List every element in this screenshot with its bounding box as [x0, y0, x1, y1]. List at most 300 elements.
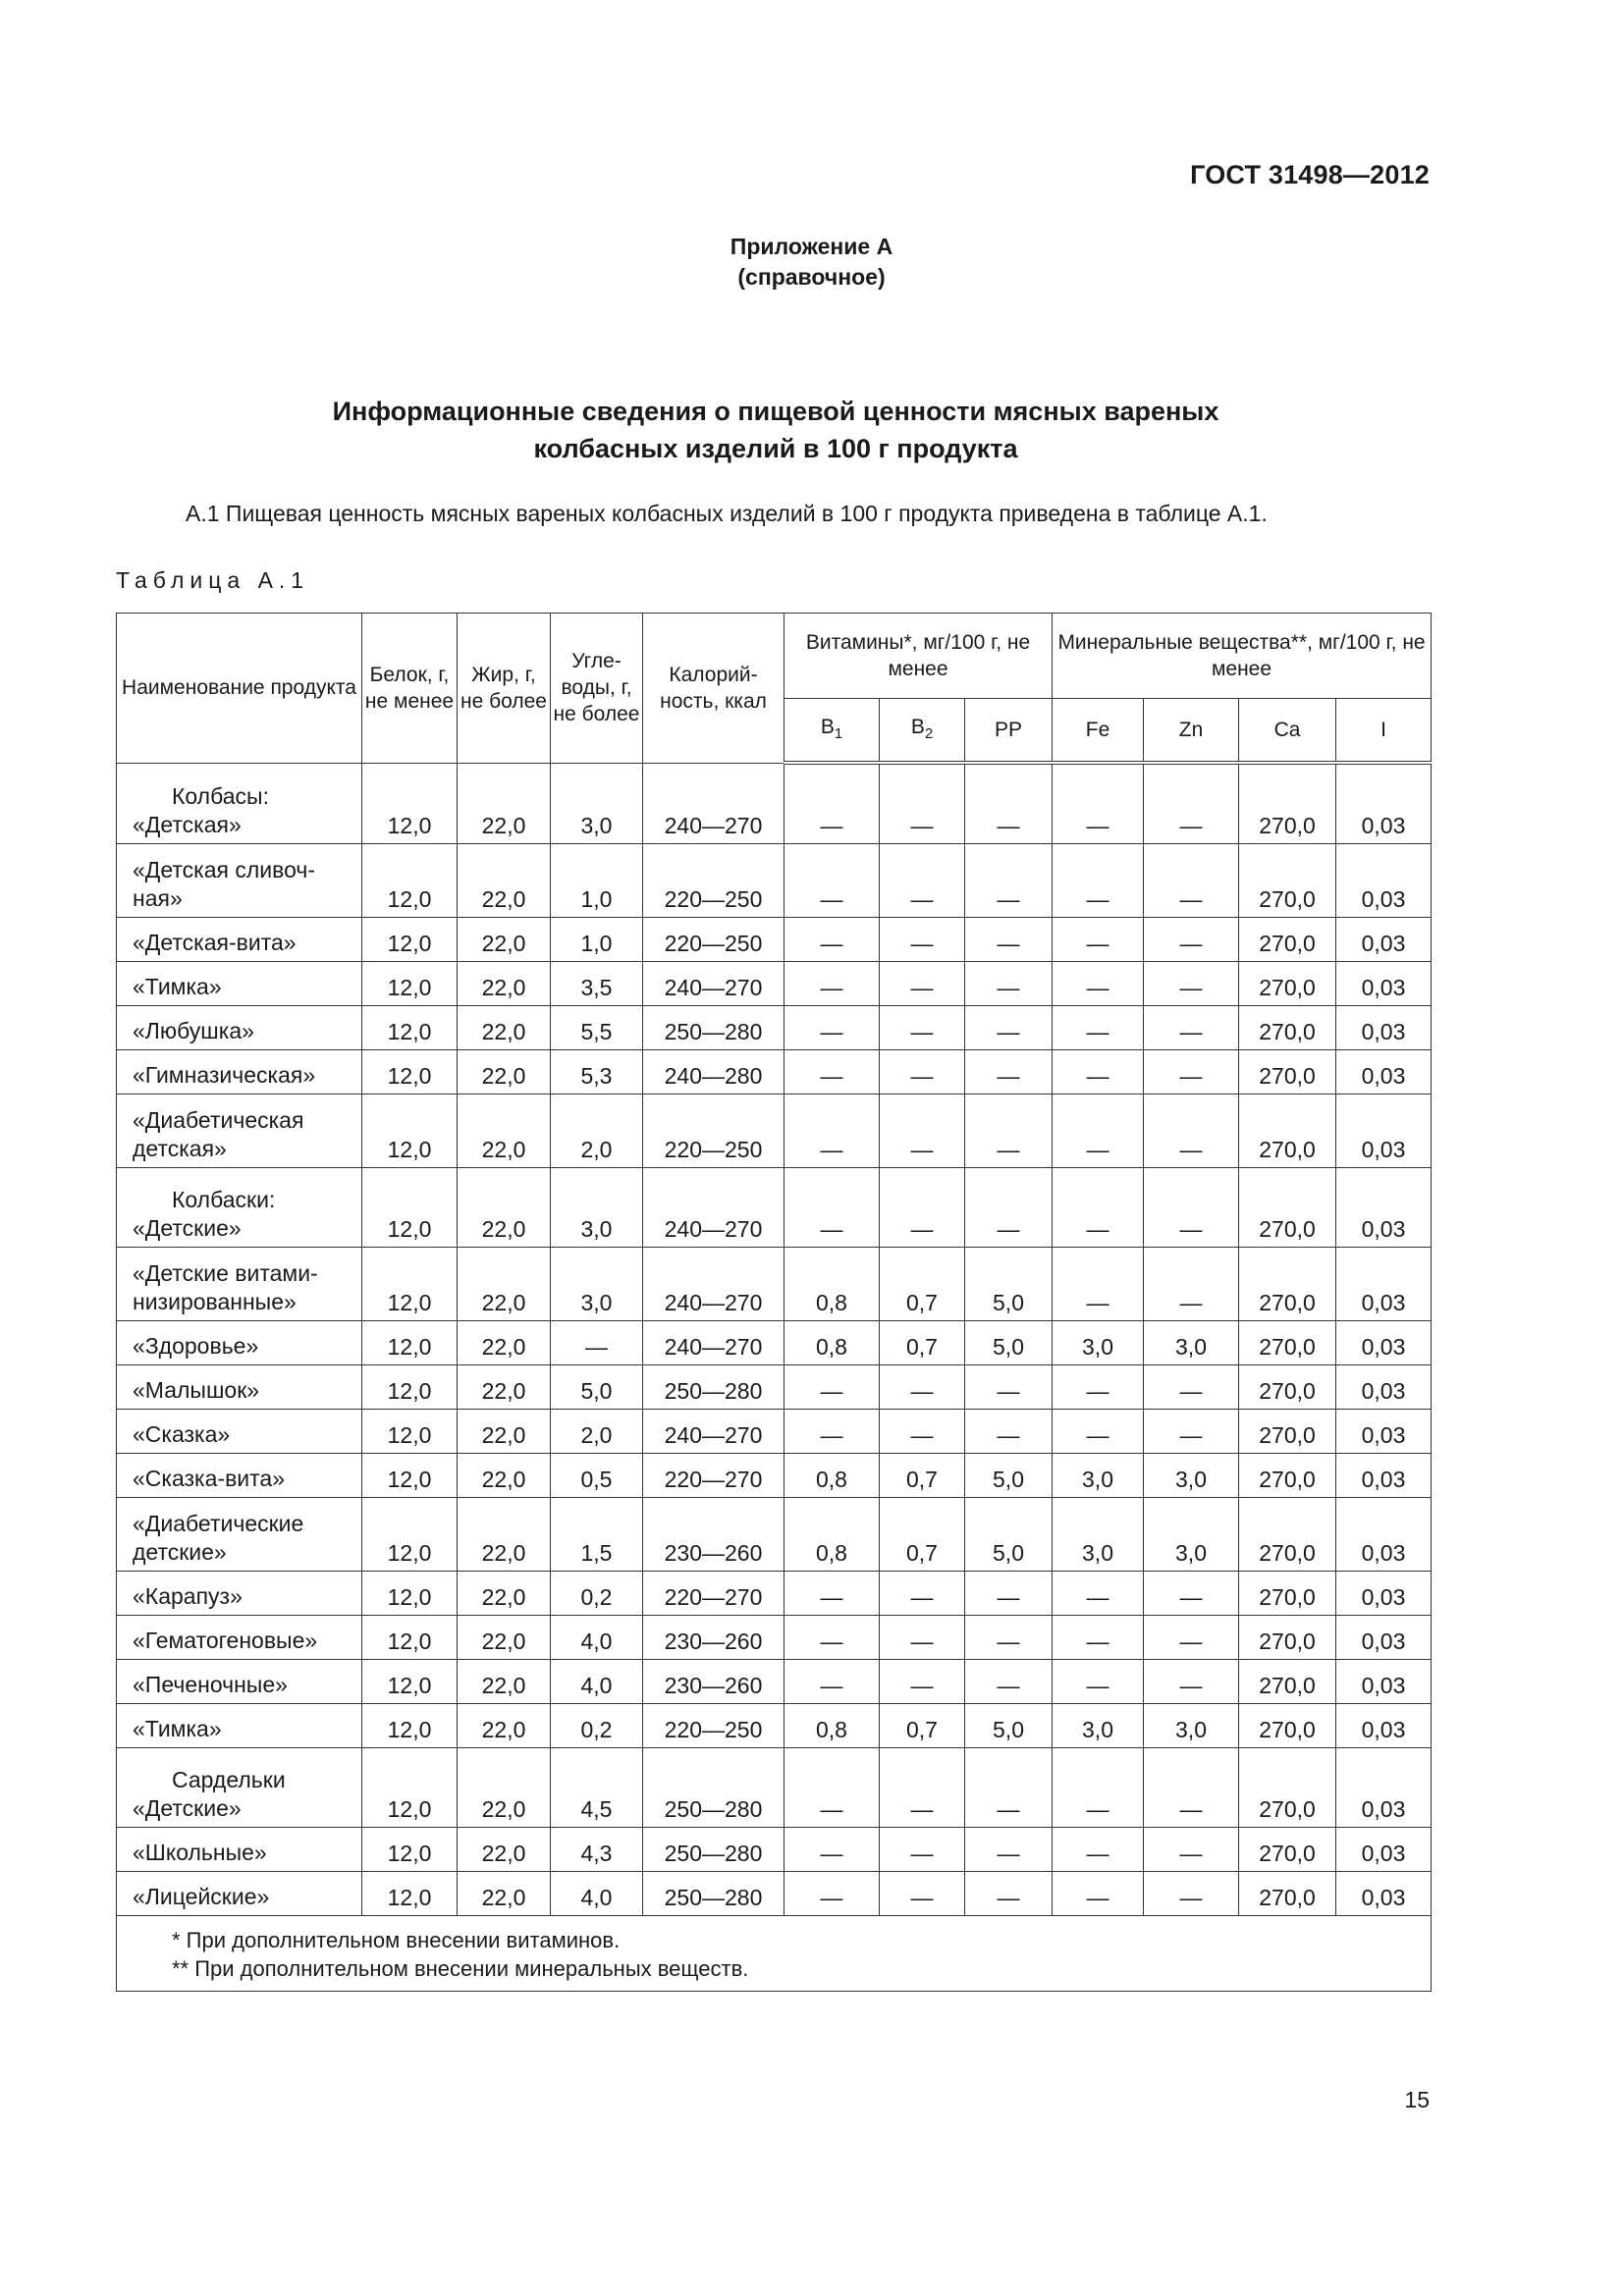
cell-ca: 270,0 — [1239, 1872, 1336, 1916]
cell-carbs: 4,0 — [551, 1872, 643, 1916]
document-code: ГОСТ 31498—2012 — [1190, 160, 1430, 189]
cell-calories: 250—280 — [643, 1828, 784, 1872]
product-name-cell — [117, 1660, 362, 1704]
cell-ca: 270,0 — [1239, 1168, 1336, 1248]
product-name: «Школьные» — [133, 1840, 267, 1865]
product-name-continued: низированные» — [133, 1289, 297, 1314]
cell-i: 0,03 — [1336, 1410, 1432, 1454]
cell-zn: — — [1144, 763, 1239, 844]
cell-ca: 270,0 — [1239, 1006, 1336, 1050]
product-name: «Печеночные» — [133, 1672, 288, 1697]
product-name: «Детская» — [133, 812, 242, 837]
product-name: «Детские» — [133, 1795, 242, 1821]
cell-ca: 270,0 — [1239, 962, 1336, 1006]
cell-fat: 22,0 — [458, 918, 551, 962]
cell-ca: 270,0 — [1239, 763, 1336, 844]
product-name: «Тимка» — [133, 1716, 222, 1741]
header-i: I — [1336, 699, 1432, 764]
product-name-cell — [117, 1572, 362, 1616]
table-body — [117, 763, 1432, 1916]
product-group-label: Колбаски: — [172, 1187, 276, 1212]
appendix-type: (справочное) — [737, 264, 886, 290]
cell-protein: 12,0 — [362, 1365, 458, 1410]
product-name-continued: детские» — [133, 1539, 227, 1565]
cell-b2: — — [880, 844, 965, 918]
header-fat: Жир, г, не более — [458, 614, 551, 764]
cell-fe: 3,0 — [1053, 1498, 1144, 1572]
product-name-cell — [117, 1248, 362, 1321]
cell-fat: 22,0 — [458, 1454, 551, 1498]
cell-b2: — — [880, 1095, 965, 1168]
cell-fat: 22,0 — [458, 1095, 551, 1168]
cell-ca: 270,0 — [1239, 918, 1336, 962]
cell-calories: 220—250 — [643, 918, 784, 962]
cell-zn: — — [1144, 1365, 1239, 1410]
cell-fe: — — [1053, 918, 1144, 962]
product-name: «Сказка» — [133, 1421, 231, 1447]
cell-zn: — — [1144, 1050, 1239, 1095]
product-name-cell — [117, 1168, 362, 1248]
cell-fat: 22,0 — [458, 1050, 551, 1095]
product-name-cell — [117, 1828, 362, 1872]
cell-zn: 3,0 — [1144, 1498, 1239, 1572]
cell-fe: — — [1053, 763, 1144, 844]
table-row — [117, 1248, 1432, 1321]
cell-fat: 22,0 — [458, 1498, 551, 1572]
cell-b1: — — [784, 1095, 880, 1168]
cell-fat: 22,0 — [458, 1248, 551, 1321]
cell-b1: — — [784, 1572, 880, 1616]
cell-carbs: 1,0 — [551, 918, 643, 962]
cell-pp: — — [965, 962, 1053, 1006]
cell-i: 0,03 — [1336, 918, 1432, 962]
cell-carbs: 3,0 — [551, 1168, 643, 1248]
cell-fe: — — [1053, 1410, 1144, 1454]
product-name: «Здоровье» — [133, 1333, 259, 1359]
cell-carbs: 4,0 — [551, 1616, 643, 1660]
product-name: «Лицейские» — [133, 1884, 270, 1909]
cell-fe: — — [1053, 1248, 1144, 1321]
header-b1: $B_1$ — [784, 699, 880, 764]
cell-protein: 12,0 — [362, 1828, 458, 1872]
table-row — [117, 1168, 1432, 1248]
cell-carbs: 0,2 — [551, 1572, 643, 1616]
cell-pp: — — [965, 763, 1053, 844]
cell-fe: — — [1053, 1660, 1144, 1704]
table-row — [117, 1572, 1432, 1616]
product-name-cell — [117, 763, 362, 844]
cell-ca: 270,0 — [1239, 1704, 1336, 1748]
cell-b1: — — [784, 1410, 880, 1454]
cell-i: 0,03 — [1336, 1704, 1432, 1748]
note-vitamins: * При дополнительном внесении витаминов. — [172, 1928, 621, 1952]
cell-pp: 5,0 — [965, 1498, 1053, 1572]
cell-i: 0,03 — [1336, 1168, 1432, 1248]
cell-fat: 22,0 — [458, 1572, 551, 1616]
product-name: «Карапуз» — [133, 1583, 243, 1609]
cell-calories: 220—250 — [643, 1095, 784, 1168]
cell-b1: — — [784, 1168, 880, 1248]
nutrition-table-wrapper — [116, 613, 1431, 1992]
cell-pp: — — [965, 1095, 1053, 1168]
table-row — [117, 1365, 1432, 1410]
cell-fe: — — [1053, 1572, 1144, 1616]
cell-pp: 5,0 — [965, 1704, 1053, 1748]
table-row — [117, 1050, 1432, 1095]
cell-ca: 270,0 — [1239, 1616, 1336, 1660]
product-name-cell — [117, 1410, 362, 1454]
header-pp: PP — [965, 699, 1053, 764]
cell-b1: — — [784, 1616, 880, 1660]
cell-zn: — — [1144, 1660, 1239, 1704]
cell-pp: 5,0 — [965, 1248, 1053, 1321]
product-name-cell — [117, 962, 362, 1006]
cell-fat: 22,0 — [458, 1616, 551, 1660]
cell-b2: — — [880, 962, 965, 1006]
cell-fe: — — [1053, 1872, 1144, 1916]
cell-ca: 270,0 — [1239, 1410, 1336, 1454]
cell-fe: 3,0 — [1053, 1454, 1144, 1498]
cell-carbs: 5,0 — [551, 1365, 643, 1410]
cell-b1: — — [784, 962, 880, 1006]
cell-b2: 0,7 — [880, 1321, 965, 1365]
cell-fat: 22,0 — [458, 763, 551, 844]
table-row — [117, 1410, 1432, 1454]
cell-calories: 240—270 — [643, 1168, 784, 1248]
header-minerals: Минеральные вещества**, мг/100 г, не менее — [1053, 614, 1432, 699]
cell-fat: 22,0 — [458, 1748, 551, 1828]
cell-ca: 270,0 — [1239, 1095, 1336, 1168]
product-name-cell — [117, 1748, 362, 1828]
cell-fe: 3,0 — [1053, 1321, 1144, 1365]
cell-ca: 270,0 — [1239, 1748, 1336, 1828]
product-name-continued: детская» — [133, 1136, 227, 1161]
table-row — [117, 763, 1432, 844]
cell-fe: — — [1053, 1616, 1144, 1660]
cell-fe: — — [1053, 1050, 1144, 1095]
cell-calories: 220—250 — [643, 844, 784, 918]
cell-b2: — — [880, 1616, 965, 1660]
section-title — [0, 393, 1551, 467]
product-name-cell — [117, 1498, 362, 1572]
product-name-cell — [117, 1365, 362, 1410]
product-name: «Тимка» — [133, 974, 222, 999]
cell-b2: — — [880, 918, 965, 962]
cell-protein: 12,0 — [362, 1168, 458, 1248]
cell-pp: — — [965, 1872, 1053, 1916]
cell-carbs: 2,0 — [551, 1410, 643, 1454]
cell-zn: — — [1144, 1248, 1239, 1321]
cell-fe: — — [1053, 1006, 1144, 1050]
cell-b1: 0,8 — [784, 1498, 880, 1572]
cell-pp: — — [965, 1616, 1053, 1660]
header-fe: Fe — [1053, 699, 1144, 764]
cell-i: 0,03 — [1336, 962, 1432, 1006]
page-number: 15 — [1404, 2087, 1430, 2112]
cell-calories: 240—270 — [643, 1321, 784, 1365]
cell-carbs: 0,5 — [551, 1454, 643, 1498]
cell-i: 0,03 — [1336, 1748, 1432, 1828]
product-name: «Любушка» — [133, 1018, 254, 1043]
cell-b1: 0,8 — [784, 1704, 880, 1748]
cell-carbs: 5,5 — [551, 1006, 643, 1050]
cell-protein: 12,0 — [362, 1498, 458, 1572]
cell-b1: — — [784, 1365, 880, 1410]
cell-fat: 22,0 — [458, 1704, 551, 1748]
header-carbs: Угле-воды, г, не более — [551, 614, 643, 764]
cell-pp: — — [965, 1410, 1053, 1454]
table-row — [117, 844, 1432, 918]
cell-b2: — — [880, 1050, 965, 1095]
cell-i: 0,03 — [1336, 1660, 1432, 1704]
cell-i: 0,03 — [1336, 1248, 1432, 1321]
product-name-cell — [117, 1616, 362, 1660]
cell-b1: — — [784, 1748, 880, 1828]
cell-ca: 270,0 — [1239, 844, 1336, 918]
cell-b1: 0,8 — [784, 1454, 880, 1498]
cell-b2: — — [880, 1572, 965, 1616]
cell-protein: 12,0 — [362, 1616, 458, 1660]
cell-b2: — — [880, 1872, 965, 1916]
cell-ca: 270,0 — [1239, 1498, 1336, 1572]
cell-b2: 0,7 — [880, 1248, 965, 1321]
cell-calories: 230—260 — [643, 1498, 784, 1572]
cell-i: 0,03 — [1336, 1006, 1432, 1050]
product-name-cell — [117, 1050, 362, 1095]
cell-b1: 0,8 — [784, 1248, 880, 1321]
cell-zn: — — [1144, 1006, 1239, 1050]
cell-pp: — — [965, 1660, 1053, 1704]
cell-calories: 230—260 — [643, 1616, 784, 1660]
cell-zn: — — [1144, 1572, 1239, 1616]
cell-carbs: 3,5 — [551, 962, 643, 1006]
cell-b2: — — [880, 1365, 965, 1410]
cell-b2: — — [880, 763, 965, 844]
cell-b2: — — [880, 1168, 965, 1248]
product-name: «Детские витами- — [133, 1260, 318, 1286]
cell-i: 0,03 — [1336, 844, 1432, 918]
cell-calories: 230—260 — [643, 1660, 784, 1704]
cell-i: 0,03 — [1336, 1095, 1432, 1168]
cell-fat: 22,0 — [458, 1828, 551, 1872]
cell-protein: 12,0 — [362, 1572, 458, 1616]
cell-carbs: 2,0 — [551, 1095, 643, 1168]
table-row — [117, 1321, 1432, 1365]
table-row — [117, 1616, 1432, 1660]
cell-ca: 270,0 — [1239, 1454, 1336, 1498]
cell-i: 0,03 — [1336, 1321, 1432, 1365]
cell-fat: 22,0 — [458, 844, 551, 918]
cell-carbs: 5,3 — [551, 1050, 643, 1095]
cell-i: 0,03 — [1336, 1616, 1432, 1660]
cell-b1: — — [784, 763, 880, 844]
cell-protein: 12,0 — [362, 1006, 458, 1050]
cell-fat: 22,0 — [458, 1006, 551, 1050]
cell-carbs: — — [551, 1321, 643, 1365]
cell-ca: 270,0 — [1239, 1248, 1336, 1321]
cell-protein: 12,0 — [362, 1050, 458, 1095]
cell-pp: — — [965, 1365, 1053, 1410]
cell-fe: — — [1053, 1168, 1144, 1248]
cell-fe: — — [1053, 844, 1144, 918]
table-row — [117, 1660, 1432, 1704]
cell-calories: 220—270 — [643, 1454, 784, 1498]
cell-b2: 0,7 — [880, 1454, 965, 1498]
cell-calories: 220—250 — [643, 1704, 784, 1748]
cell-protein: 12,0 — [362, 918, 458, 962]
cell-calories: 250—280 — [643, 1365, 784, 1410]
product-name: «Диабетическая — [133, 1107, 304, 1133]
section-title-line2: колбасных изделий в 100 г продукта — [533, 434, 1018, 463]
table-notes — [117, 1916, 1432, 1992]
table-row — [117, 962, 1432, 1006]
cell-i: 0,03 — [1336, 1454, 1432, 1498]
cell-pp: — — [965, 844, 1053, 918]
cell-zn: — — [1144, 918, 1239, 962]
cell-zn: — — [1144, 1872, 1239, 1916]
cell-carbs: 1,0 — [551, 844, 643, 918]
product-name: «Детские» — [133, 1215, 242, 1241]
cell-fe: — — [1053, 1365, 1144, 1410]
product-name-cell — [117, 844, 362, 918]
note-minerals: ** При дополнительном внесении минеральных веществ. — [172, 1956, 749, 1981]
product-name-cell — [117, 1454, 362, 1498]
cell-b1: 0,8 — [784, 1321, 880, 1365]
cell-zn: — — [1144, 962, 1239, 1006]
cell-calories: 250—280 — [643, 1872, 784, 1916]
header-calories: Калорий-ность, ккал — [643, 614, 784, 764]
cell-pp: — — [965, 1572, 1053, 1616]
product-name-cell — [117, 1095, 362, 1168]
cell-ca: 270,0 — [1239, 1365, 1336, 1410]
table-row — [117, 1748, 1432, 1828]
table-row — [117, 918, 1432, 962]
product-name: «Детская сливоч- — [133, 857, 316, 882]
cell-b2: — — [880, 1748, 965, 1828]
cell-b2: — — [880, 1006, 965, 1050]
cell-protein: 12,0 — [362, 1321, 458, 1365]
cell-b1: — — [784, 1660, 880, 1704]
cell-protein: 12,0 — [362, 1095, 458, 1168]
cell-ca: 270,0 — [1239, 1572, 1336, 1616]
cell-zn: 3,0 — [1144, 1704, 1239, 1748]
nutrition-table — [116, 613, 1432, 1992]
cell-carbs: 0,2 — [551, 1704, 643, 1748]
cell-protein: 12,0 — [362, 962, 458, 1006]
cell-fat: 22,0 — [458, 1365, 551, 1410]
cell-i: 0,03 — [1336, 763, 1432, 844]
cell-carbs: 3,0 — [551, 1248, 643, 1321]
header-protein: Белок, г, не менее — [362, 614, 458, 764]
appendix-heading — [0, 232, 1623, 293]
cell-calories: 250—280 — [643, 1006, 784, 1050]
cell-zn: — — [1144, 1095, 1239, 1168]
product-name-cell — [117, 1321, 362, 1365]
cell-fe: — — [1053, 1828, 1144, 1872]
cell-fat: 22,0 — [458, 1321, 551, 1365]
header-vitamins: Витамины*, мг/100 г, не менее — [784, 614, 1053, 699]
product-name: «Сказка-вита» — [133, 1466, 285, 1491]
cell-i: 0,03 — [1336, 1872, 1432, 1916]
cell-carbs: 4,5 — [551, 1748, 643, 1828]
cell-b2: — — [880, 1660, 965, 1704]
product-name-cell — [117, 1006, 362, 1050]
cell-b2: 0,7 — [880, 1704, 965, 1748]
cell-carbs: 4,0 — [551, 1660, 643, 1704]
cell-zn: — — [1144, 1748, 1239, 1828]
cell-pp: — — [965, 1748, 1053, 1828]
table-row — [117, 1828, 1432, 1872]
cell-b1: — — [784, 918, 880, 962]
cell-protein: 12,0 — [362, 1248, 458, 1321]
cell-fat: 22,0 — [458, 1660, 551, 1704]
cell-zn: — — [1144, 1410, 1239, 1454]
cell-i: 0,03 — [1336, 1828, 1432, 1872]
cell-zn: 3,0 — [1144, 1454, 1239, 1498]
cell-calories: 240—270 — [643, 962, 784, 1006]
product-name-cell — [117, 1872, 362, 1916]
cell-carbs: 4,3 — [551, 1828, 643, 1872]
product-name-cell — [117, 1704, 362, 1748]
cell-fat: 22,0 — [458, 1872, 551, 1916]
cell-zn: 3,0 — [1144, 1321, 1239, 1365]
cell-calories: 240—280 — [643, 1050, 784, 1095]
cell-i: 0,03 — [1336, 1365, 1432, 1410]
table-row — [117, 1454, 1432, 1498]
cell-pp: 5,0 — [965, 1454, 1053, 1498]
cell-fe: 3,0 — [1053, 1704, 1144, 1748]
product-name-cell — [117, 918, 362, 962]
cell-zn: — — [1144, 1828, 1239, 1872]
cell-b1: — — [784, 844, 880, 918]
cell-pp: — — [965, 918, 1053, 962]
product-name: «Гематогеновые» — [133, 1628, 318, 1653]
cell-i: 0,03 — [1336, 1572, 1432, 1616]
cell-i: 0,03 — [1336, 1498, 1432, 1572]
cell-calories: 220—270 — [643, 1572, 784, 1616]
cell-ca: 270,0 — [1239, 1660, 1336, 1704]
product-group-label: Колбасы: — [172, 783, 269, 809]
cell-pp: — — [965, 1006, 1053, 1050]
table-row — [117, 1498, 1432, 1572]
appendix-title: Приложение А — [730, 234, 893, 259]
cell-fat: 22,0 — [458, 1168, 551, 1248]
product-name-continued: ная» — [133, 885, 183, 911]
header-zn: Zn — [1144, 699, 1239, 764]
table-row — [117, 1006, 1432, 1050]
cell-zn: — — [1144, 1616, 1239, 1660]
cell-protein: 12,0 — [362, 1660, 458, 1704]
product-name: «Детская-вита» — [133, 930, 297, 955]
cell-b1: — — [784, 1828, 880, 1872]
cell-b2: 0,7 — [880, 1498, 965, 1572]
cell-pp: — — [965, 1050, 1053, 1095]
cell-b2: — — [880, 1828, 965, 1872]
section-title-line1: Информационные сведения о пищевой ценности мясных вареных — [332, 397, 1219, 426]
cell-ca: 270,0 — [1239, 1828, 1336, 1872]
cell-protein: 12,0 — [362, 844, 458, 918]
cell-pp: — — [965, 1828, 1053, 1872]
cell-b1: — — [784, 1872, 880, 1916]
cell-protein: 12,0 — [362, 1410, 458, 1454]
table-caption: Таблица А.1 — [116, 567, 310, 593]
product-name: «Гимназическая» — [133, 1062, 316, 1088]
header-product-name: Наименование продукта — [117, 614, 362, 764]
intro-paragraph: А.1 Пищевая ценность мясных вареных колбасных изделий в 100 г продукта приведена в таблице А.1. — [186, 501, 1268, 526]
cell-fat: 22,0 — [458, 962, 551, 1006]
header-ca: Ca — [1239, 699, 1336, 764]
product-name: «Диабетические — [133, 1511, 304, 1536]
